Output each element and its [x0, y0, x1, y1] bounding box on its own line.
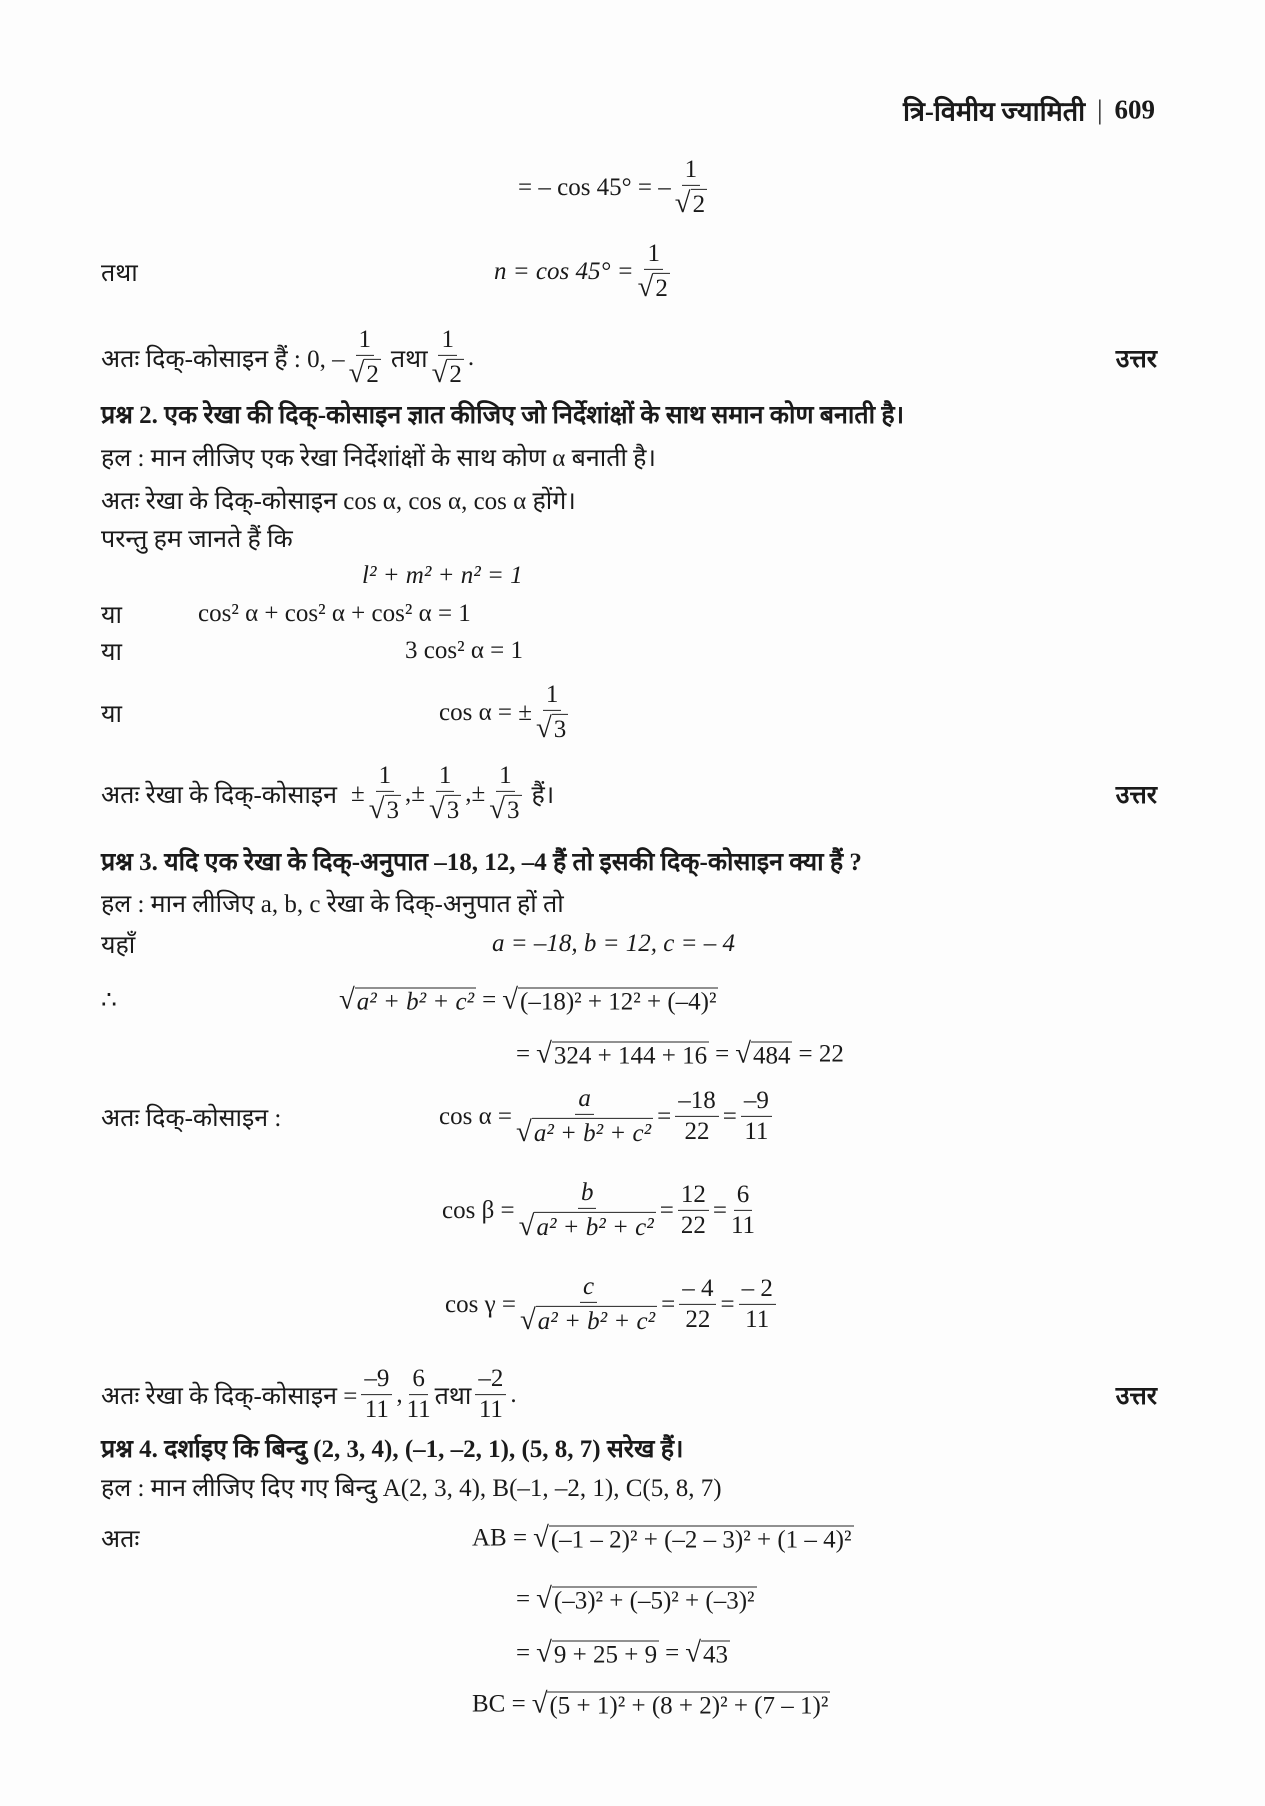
text: .: [467, 344, 475, 371]
equation: l² + m² + n² = 1: [362, 562, 523, 589]
equation: = √ (–3)² + (–5)² + (–3)²: [516, 1582, 755, 1615]
equation: 3 cos² α = 1: [405, 637, 524, 664]
question-3: प्रश्न 3. यदि एक रेखा के दिक्-अनुपात –18, 12, –4 हैं तो इसकी दिक्-कोसाइन क्या हैं ?: [101, 849, 862, 876]
fraction: 1 √ 2: [431, 325, 462, 389]
answer-label: उत्तर: [1115, 346, 1157, 373]
answer-label: उत्तर: [1115, 782, 1157, 809]
equation-line: [494, 240, 674, 304]
equation: √ a² + b² + c² = √ (–18)² + 12² + (–4)²: [339, 983, 717, 1016]
equation-ab: AB = √ (–1 – 2)² + (–2 – 3)² + (1 – 4)²: [472, 1521, 852, 1554]
conclusion-line: अतः रेखा के दिक्-कोसाइन ± 1 √ 3 , ± 1 √ 3 , ± 1 √ 3 हैं।: [101, 761, 555, 825]
equation-line: [518, 156, 711, 220]
label-atah: अतः: [101, 1526, 140, 1553]
math-text: = – cos 45° = –: [518, 174, 671, 201]
equation: = √ 9 + 25 + 9 = √ 43: [516, 1636, 728, 1669]
fraction: 1 √ 2: [674, 155, 706, 219]
question-2: प्रश्न 2. एक रेखा की दिक्-कोसाइन ज्ञात कीजिए जो निर्देशांक्षों के साथ समान कोण बनाती है।: [101, 402, 905, 429]
equation: cos² α + cos² α + cos² α = 1: [198, 600, 471, 627]
solution-text: हल : मान लीजिए a, b, c रेखा के दिक्-अनुपात हों तो: [101, 891, 564, 918]
label-ya: या: [101, 639, 122, 666]
chapter-title: त्रि-विमीय ज्यामिती: [903, 96, 1086, 127]
running-header: [903, 92, 1155, 129]
fraction: 1 √ 3: [368, 761, 399, 825]
answer-label: उत्तर: [1115, 1383, 1157, 1410]
fraction: 1 √ 2: [637, 239, 668, 303]
equation-cos-alpha: cos α = a √ a² + b² + c² = $\frac{-18}{22}$ = $\frac{-9}{11}$: [439, 1085, 776, 1149]
fraction: 1 √ 2: [348, 325, 379, 389]
label-yahan: यहाँ: [101, 932, 136, 959]
solution-text: अतः रेखा के दिक्-कोसाइन cos α, cos α, cos α होंगे।: [101, 488, 576, 515]
fraction: 1 √ 3: [536, 680, 567, 744]
math-text: n = cos 45° =: [494, 258, 634, 285]
solution-text: हल : मान लीजिए एक रेखा निर्देशांक्षों के साथ कोण α बनाती है।: [101, 445, 656, 472]
label: अतः दिक्-कोसाइन :: [101, 1105, 282, 1132]
fraction: 1 √ 3: [489, 761, 520, 825]
text: अतः दिक्-कोसाइन हैं : 0, –: [101, 346, 345, 373]
text: तथा: [390, 346, 428, 373]
equation-cos-beta: cos β = b √ a² + b² + c² = $\frac{12}{22}$ = $\frac{6}{11}$: [442, 1178, 756, 1242]
equation: a = –18, b = 12, c = – 4: [492, 930, 735, 957]
solution-text: हल : मान लीजिए दिए गए बिन्दु A(2, 3, 4), B(–1, –2, 1), C(5, 8, 7): [101, 1475, 722, 1502]
conclusion-line: अतः रेखा के दिक्-कोसाइन = $\frac{-9}{11}$ , 6 11 तथा –2 11 .: [101, 1365, 517, 1423]
label-tatha: तथा: [101, 260, 138, 287]
solution-text: परन्तु हम जानते हैं कि: [101, 526, 293, 553]
conclusion-line: [101, 326, 474, 390]
question-4: प्रश्न 4. दर्शाइए कि बिन्दु (2, 3, 4), (–1, –2, 1), (5, 8, 7) सरेख हैं।: [101, 1436, 684, 1463]
therefore-symbol: ∴: [101, 987, 117, 1014]
label-ya: या: [101, 701, 122, 728]
equation: = √ 324 + 144 + 16 = √ 484 = 22: [516, 1037, 844, 1070]
page-number: 609: [1114, 94, 1155, 125]
label-ya: या: [101, 602, 122, 629]
equation: cos α = ± 1 √ 3: [439, 680, 567, 744]
equation-bc: BC = √ (5 + 1)² + (8 + 2)² + (7 – 1)²: [472, 1687, 829, 1720]
header-separator: |: [1097, 94, 1103, 125]
equation-cos-gamma: cos γ = c √ a² + b² + c² = $\frac{- 4}{22}$ = $\frac{- 2}{11}$: [445, 1273, 780, 1337]
fraction: 1 √ 3: [428, 761, 460, 825]
